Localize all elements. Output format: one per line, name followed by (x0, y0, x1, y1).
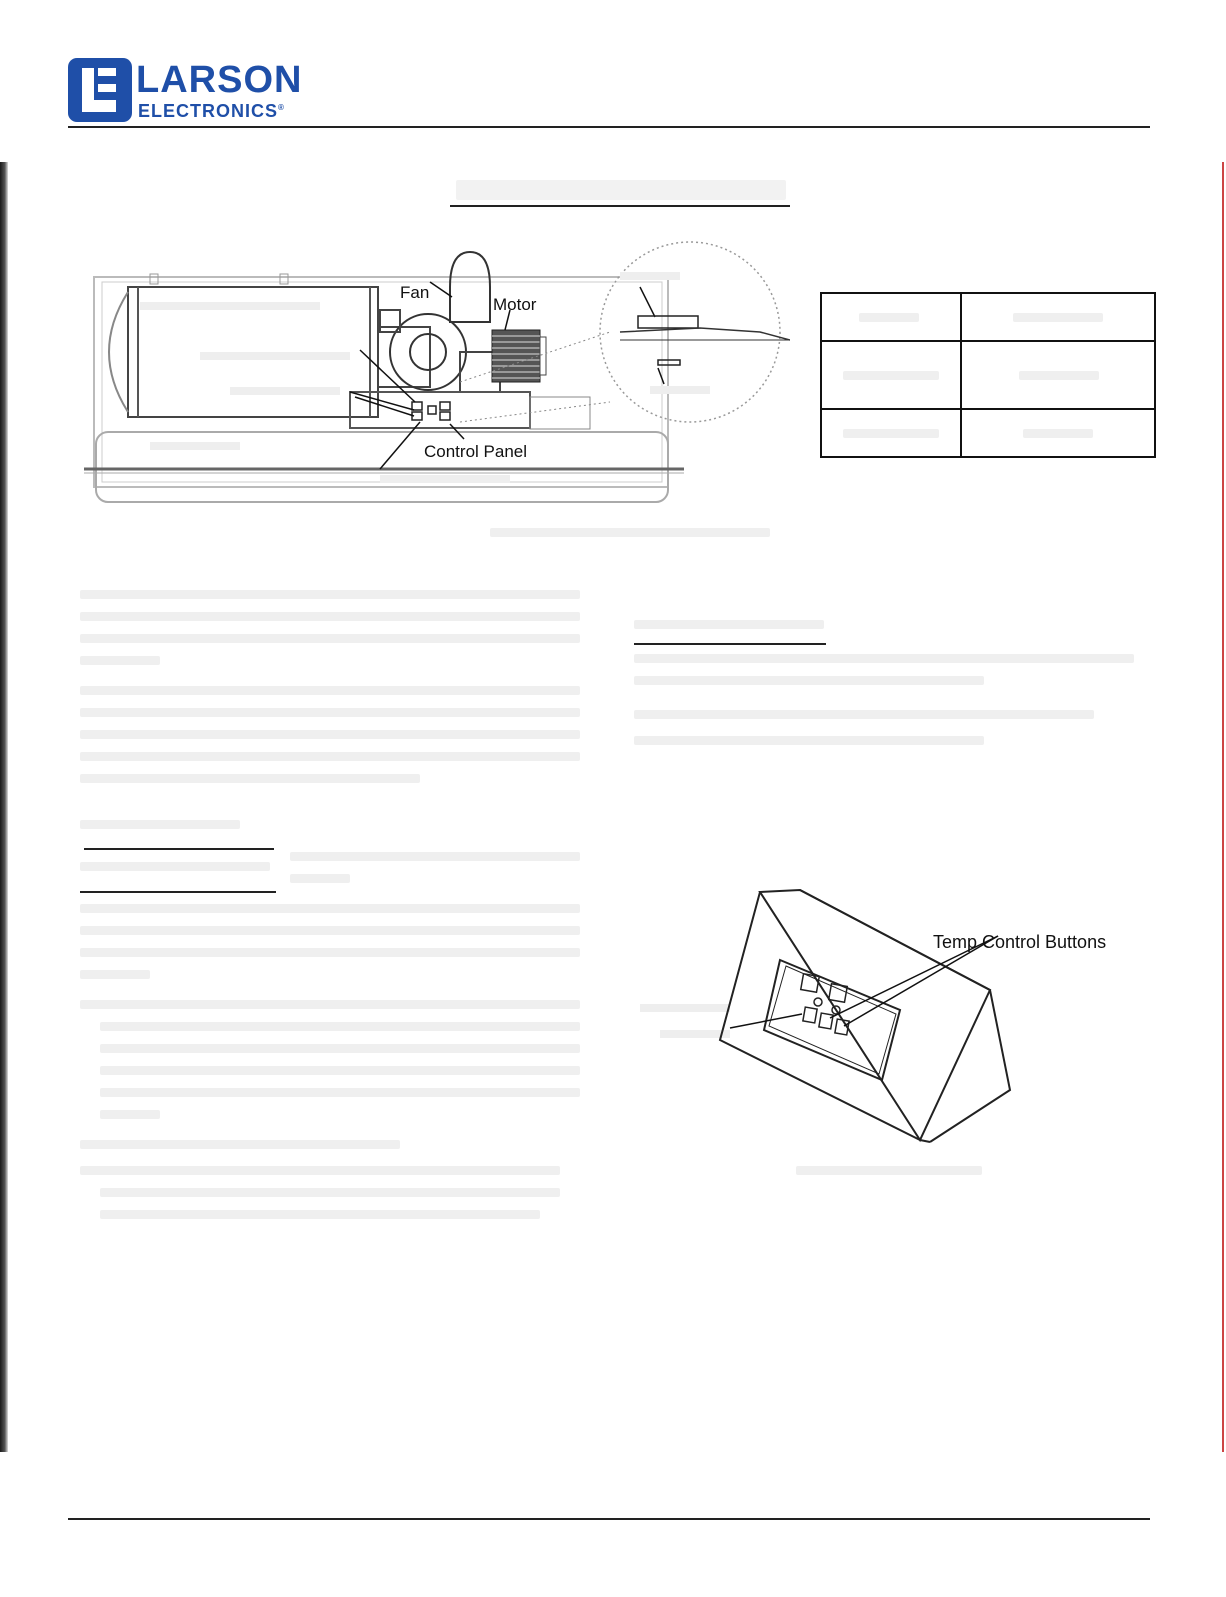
table-cell (961, 409, 1155, 457)
control-panel-label: Control Panel (424, 442, 528, 461)
brand-subtitle (138, 98, 285, 121)
footer-rule (68, 1518, 1150, 1520)
registered-mark: ® (278, 103, 285, 112)
table-cell (821, 293, 961, 341)
table-cell (961, 341, 1155, 409)
brand-name: LARSON (136, 59, 303, 101)
header-rule (68, 126, 1150, 128)
spec-table (820, 292, 1156, 458)
left-subheading-underline-2 (80, 891, 276, 893)
table-row (821, 409, 1155, 457)
table-cell (961, 293, 1155, 341)
left-subheading-underline (84, 848, 274, 850)
temp-control-buttons-label: Temp Control Buttons (933, 932, 1107, 952)
switch-detail-diagram (590, 232, 790, 432)
table-row (821, 293, 1155, 341)
larson-logo-mark (68, 58, 132, 122)
bottom-caption-faded (796, 1166, 982, 1175)
faded-heading (456, 180, 786, 200)
fan-label: Fan (400, 283, 430, 302)
figure-caption-faded (490, 528, 770, 537)
brand-subtitle-text: ELECTRONICS (138, 101, 279, 121)
right-subheading-underline (634, 643, 826, 645)
motor-label: Motor (493, 295, 537, 314)
scan-left-edge (0, 162, 8, 1452)
heading-underline (450, 205, 790, 207)
scan-right-edge (1222, 162, 1224, 1452)
table-cell (821, 409, 961, 457)
table-row (821, 341, 1155, 409)
table-cell (821, 341, 961, 409)
control-box-diagram (630, 880, 1130, 1160)
